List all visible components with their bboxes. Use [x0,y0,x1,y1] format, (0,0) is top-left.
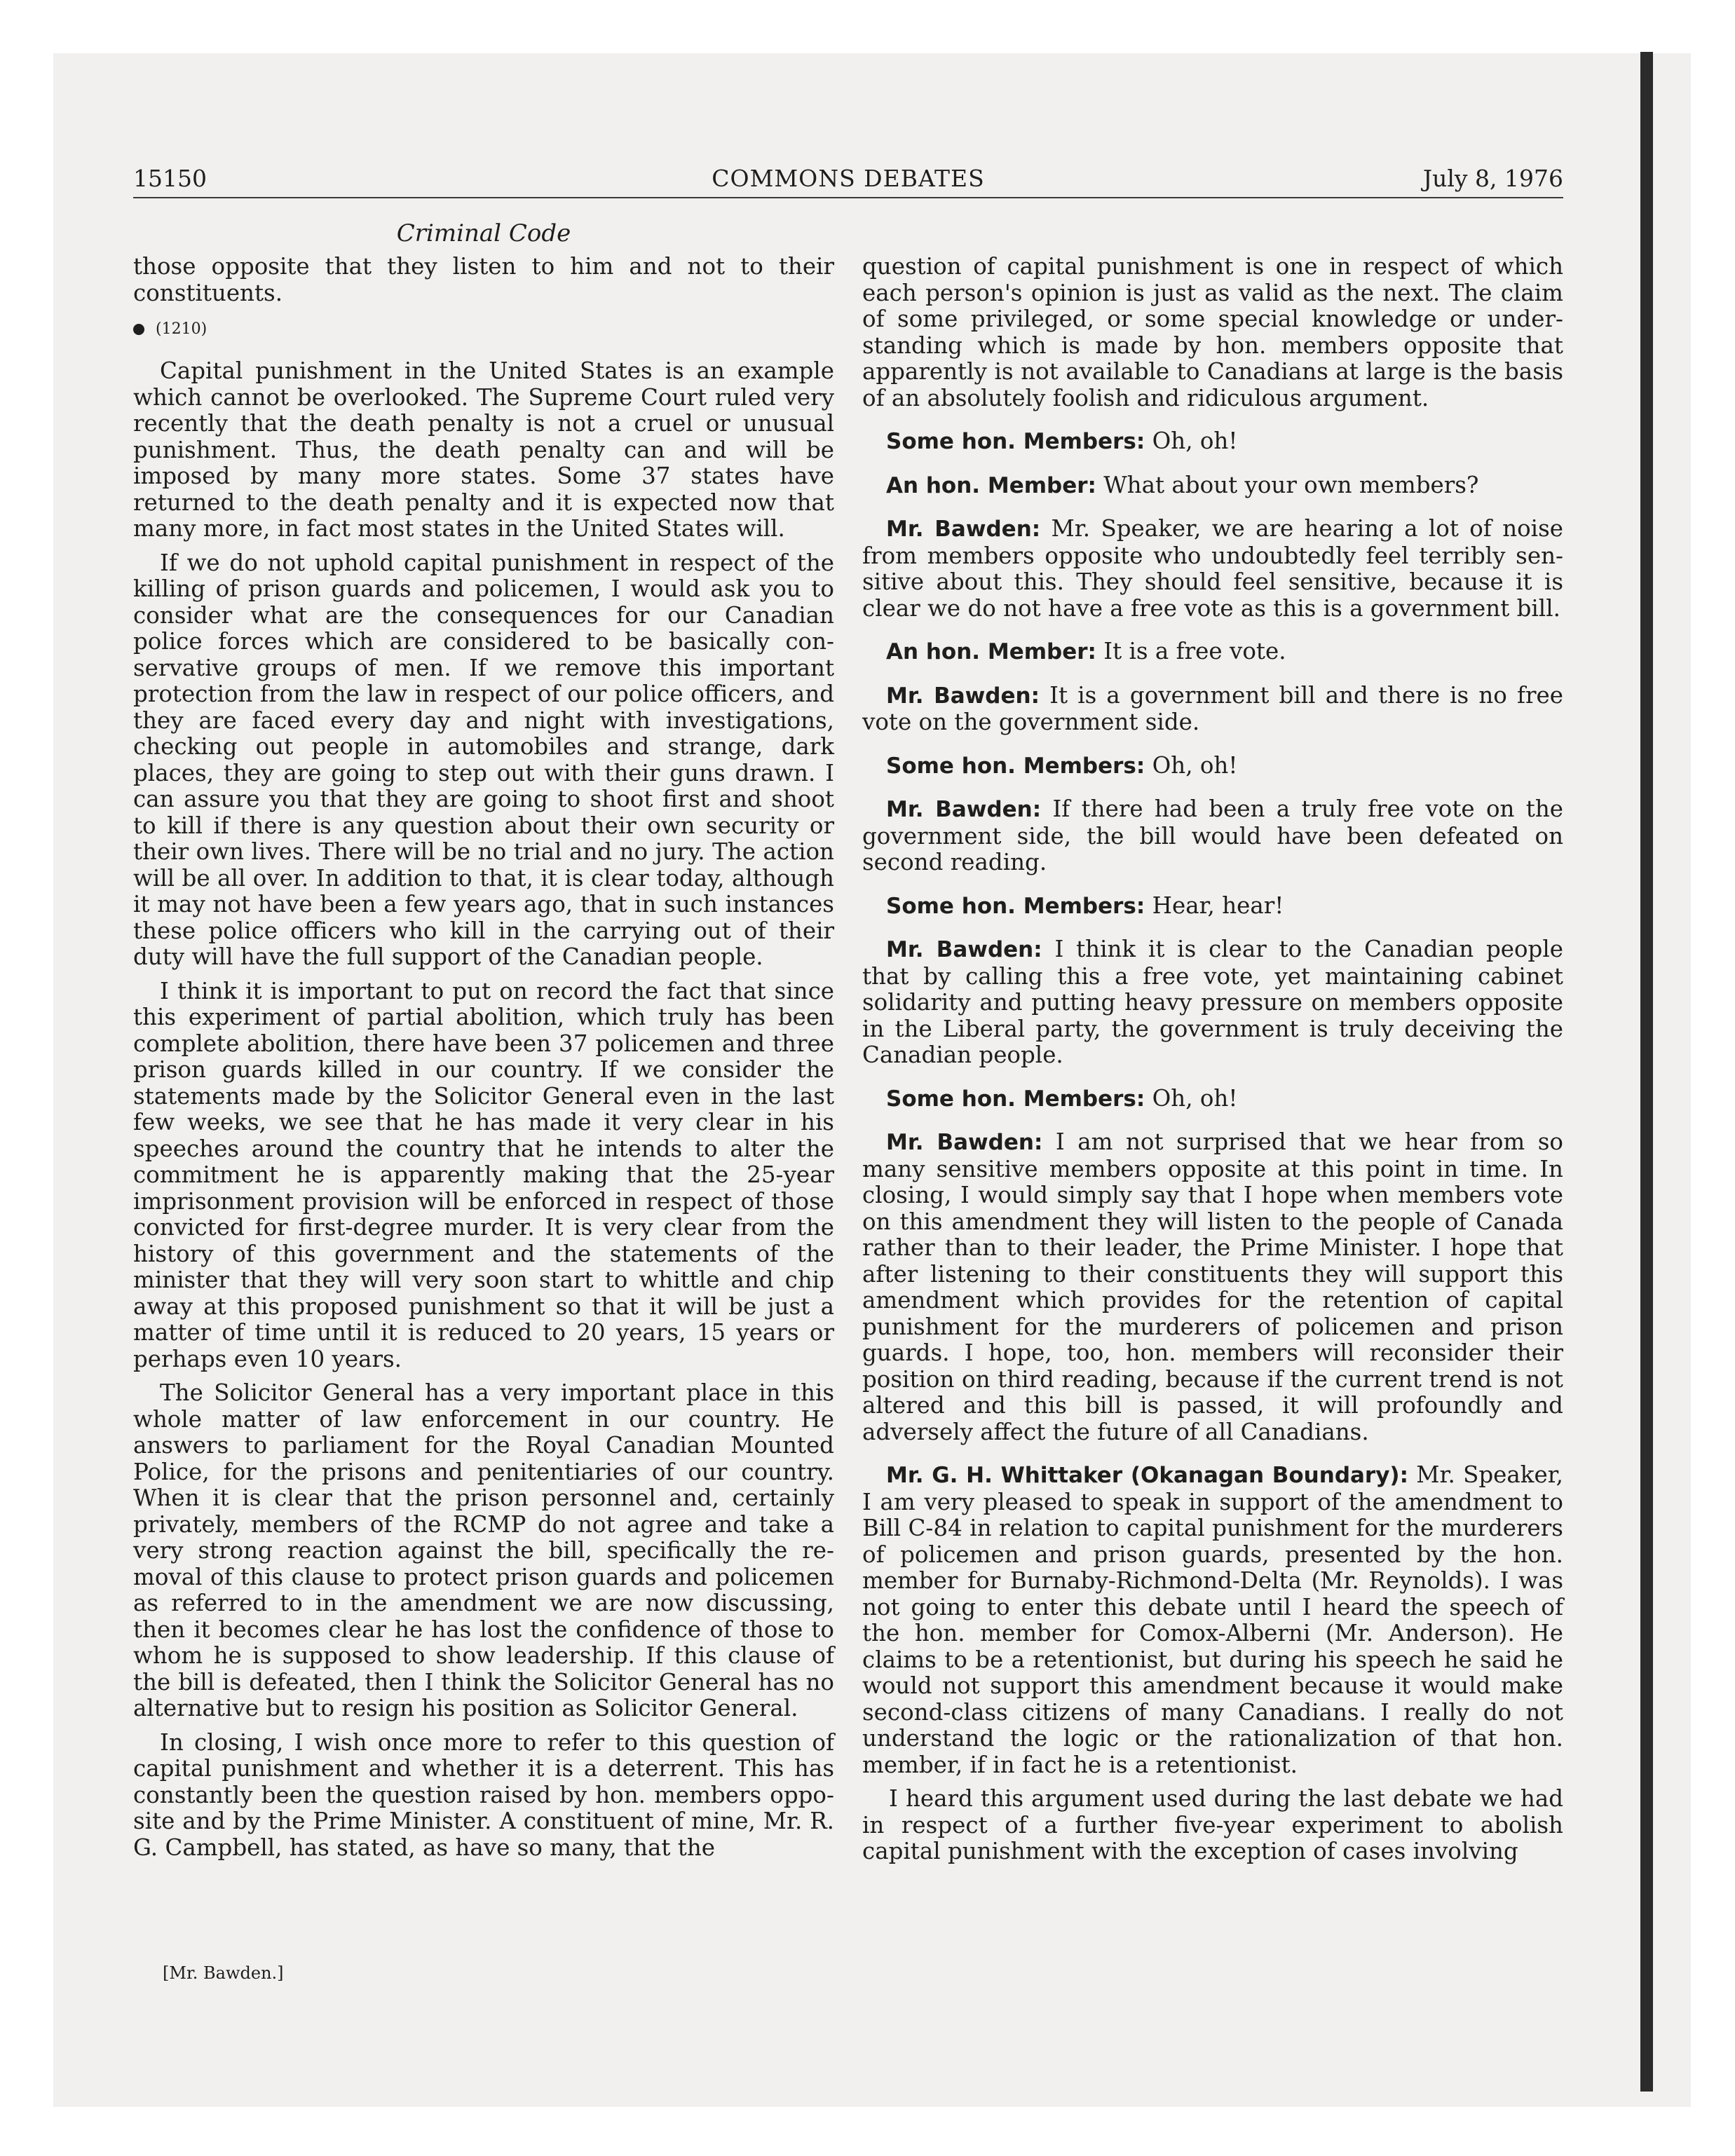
speech-text: I am not surprised that we hear from so many sensitive members opposite at this point in time. In closing, I would simply say that I hope when members vote on this amendment they will listen to the people of Canada rather than to their leader, the Prime Minister. I hope that after listening to their constituents they will support this amendment which provides for the retention of capital punishment for the murderers of policemen and prison guards. I hope, too, hon. members will reconsider their position on third reading, because if the current trend is not altered and this bill is passed, it will profoundly and adversely affect the future of all Canadians. [862,1128,1564,1445]
speaker-name: Some hon. Members: [886,429,1145,454]
speaker-name: Some hon. Members: [886,1086,1145,1112]
time-marker [133,319,834,340]
speaker-name: Mr. G. H. Whittaker (Okanagan Boundary): [886,1463,1408,1488]
speech-text: Oh, oh! [1152,751,1238,779]
paragraph: I think it is important to put on record the fact that since this experiment of partial abolition, which truly has been complete abolition, there have been 37 policemen and three prison guards killed in our country. If we consider the statements made by the Solicitor General even in the last few weeks, we see that he has made it very clear in his speeches around the country that he intends to alter the commitment he is apparently making that the 25-year imprisonment provision will be enforced in respect of those convicted for first-degree murder. It is very clear from the history of this government and the statements of the minister that they will very soon start to whittle and chip away at this proposed punishment so that it will be just a matter of time until it is reduced to 20 years, 15 years or perhaps even 10 years. [133,977,834,1372]
right-column [862,254,1563,1873]
section-subject: Criminal Code [396,219,571,247]
speaker-name: Some hon. Members: [886,893,1145,919]
speech [862,516,1563,622]
publication-title: COMMONS DEBATES [712,165,985,192]
speaker-name: Some hon. Members: [886,753,1145,779]
bullet-dot-icon [133,324,144,335]
paragraph: I heard this argument used during the last debate we had in respect of a further five-year experiment to abolish capital punishment with the exception of cases involving [862,1785,1563,1864]
speech-text: Oh, oh! [1152,1084,1238,1112]
speaker-name: Mr. Bawden: [886,937,1042,962]
page-header [133,163,1563,195]
speech [862,893,1563,920]
speech-text: It is a government bill and there is no free vote on the government side. [862,681,1564,735]
paragraph: those opposite that they listen to him and not to their constituents. [133,253,834,306]
time-marker-label: (1210) [156,320,207,338]
speech [862,472,1563,500]
paragraph: If we do not uphold capital punishment in respect of the killing of prison guards and policemen, I would ask you to consider what are the consequences for our Canadian police forces which are considered to be basically conservative groups of men. If we remove this important protection from the law in respect of our police officers, and they are faced every day and night with investigations, checking out people in automobiles and strange, dark places, they are going to step out with their guns drawn. I can assure you that they are going to shoot first and shoot to kill if there is any question about their own security or their own lives. There will be no trial and no jury. The action will be all over. In addition to that, it is clear today, although it may not have been a few years ago, that in such instances these police officers who kill in the carrying out of their duty will have the full support of the Canadian people. [133,549,834,970]
speech [862,428,1563,456]
speech-text: Mr. Speaker, we are hearing a lot of noise from members opposite who undoubtedly feel terribly sensitive about this. They should feel sensitive, because it is clear we do not have a free vote as this is a government bill. [862,515,1563,622]
speaker-name: An hon. Member: [886,639,1096,664]
speech [862,753,1563,780]
speaker-name: Mr. Bawden: [886,797,1042,822]
paragraph: The Solicitor General has a very important place in this whole matter of law enforcement in our country. He answers to parliament for the Royal Canadian Mounted Police, for the prisons and penitentiaries of our country. When it is clear that the prison personnel and, certainly privately, members of the RCMP do not agree and take a very strong reaction against the bill, specifically the removal of this clause to protect prison guards and policemen as referred to in the amendment we are now discussing, then it becomes clear he has lost the confidence of those to whom he is supposed to show leadership. If this clause of the bill is defeated, then I think the Solicitor General has no alternative but to resign his position as Solicitor General. [133,1379,834,1721]
scan-edge-bar [1640,52,1653,2092]
speaker-name: Mr. Bawden: [886,517,1041,542]
speech [862,796,1563,876]
speech [862,1086,1563,1113]
paragraph: question of capital punishment is one in respect of which each person's opinion is just as valid as the next. The claim of some privileged, or some special knowledge or understanding which is made by hon. members opposite that apparently is not available to Canadians at large is the basis of an absolutely foolish and ridiculous argument. [862,253,1563,411]
speech [862,683,1563,736]
speech [862,639,1563,666]
speech-text: Mr. Speaker, I am very pleased to speak in support of the amendment to Bill C-84 in relation to capital punishment for the murderers of policemen and prison guards, presented by the hon. member for Burnaby-Richmond-Delta (Mr. Reynolds). I was not going to enter this debate until I heard the speech of the hon. member for Comox-Alberni (Mr. Anderson). He claims to be a retentionist, but during his speech he said he would not support this amendment because it would make second-class citizens of many Canadians. I really do not understand the logic or the rationalization of that hon. member, if in fact he is a retentionist. [862,1461,1563,1778]
speaker-name: Mr. Bawden: [886,683,1040,709]
paragraph: Capital punishment in the United States is an example which cannot be overlooked. The Supreme Court ruled very recently that the death penalty is not a cruel or unusual punishment. Thus, the death penalty can and will be imposed by many more states. Some 37 states have returned to the death penalty and it is expected now that many more, in fact most states in the United States will. [133,357,834,542]
publication-date: July 8, 1976 [1422,165,1563,192]
speaker-footer: [Mr. Bawden.] [163,1963,284,1983]
speech-text: It is a free vote. [1103,638,1286,664]
speaker-name: Mr. Bawden: [886,1130,1043,1155]
speech-text: I think it is clear to the Canadian people that by calling this a free vote, yet maintaining cabinet solidarity and putting heavy pressure on members opposite in the Liberal party, the government is truly deceiving the Canadian people. [862,936,1563,1068]
speech [862,1129,1563,1445]
speech-text: What about your own members? [1103,471,1479,498]
page-number: 15150 [133,165,207,192]
speech [862,936,1563,1069]
header-rule [133,197,1563,198]
speech-text: If there had been a truly free vote on the government side, the bill would have been defeated on second reading. [862,796,1563,875]
paragraph: In closing, I wish once more to refer to this question of capital punishment and whether it is a deterrent. This has constantly been the question raised by hon. members opposite and by the Prime Minister. A constituent of mine, Mr. R. G. Campbell, has stated, as have so many, that the [133,1728,834,1861]
speech-text: Hear, hear! [1152,892,1284,919]
speaker-name: An hon. Member: [886,472,1096,498]
left-column [133,254,834,1869]
speech [862,1462,1563,1778]
speech-text: Oh, oh! [1152,428,1238,454]
